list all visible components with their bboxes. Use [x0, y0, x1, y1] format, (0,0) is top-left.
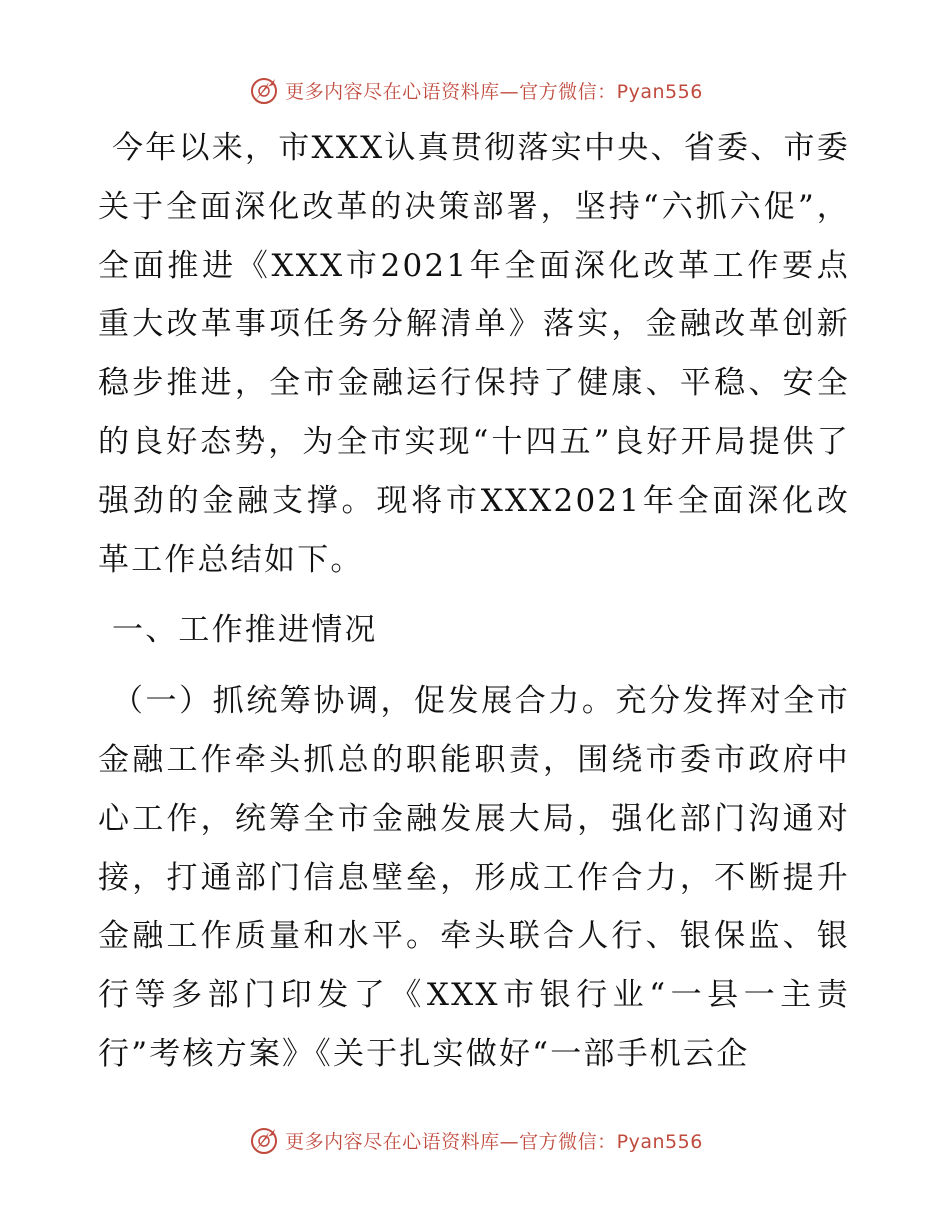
quill-logo-icon [247, 1123, 281, 1157]
intro-paragraph: 今年以来，市XXX认真贯彻落实中央、省委、市委关于全面深化改革的决策部署，坚持“六抓六促”，全面推进《XXX市2021年全面深化改革工作要点重大改革事项任务分解清单》落实，金融改革创新稳步推进，全市金融运行保持了健康、平稳、安全的良好态势，为全市实现“十四五”良好开局提供了强劲的金融支撑。现将市XXX2021年全面深化改革工作总结如下。 [98, 130, 850, 578]
section-paragraph: （一）抓统筹协调，促发展合力。充分发挥对全市金融工作牵头抓总的职能职责，围绕市委市政府中心工作，统筹全市金融发展大局，强化部门沟通对接，打通部门信息壁垒，形成工作合力，不断提升金融工作质量和水平。牵头联合人行、银保监、银行等多部门印发了《XXX市银行业“一县一主责行”考核方案》《关于扎实做好“一部手机云企 [98, 683, 850, 1072]
section-heading: 一、工作推进情况 [112, 612, 378, 649]
footer-watermark [0, 1120, 950, 1160]
quill-logo-icon [247, 73, 281, 107]
document-body [98, 119, 850, 1084]
watermark-text: 更多内容尽在心语资料库—官方微信：Pyan556 [285, 1130, 703, 1153]
watermark-text: 更多内容尽在心语资料库—官方微信：Pyan556 [285, 80, 703, 103]
header-watermark [0, 70, 950, 110]
